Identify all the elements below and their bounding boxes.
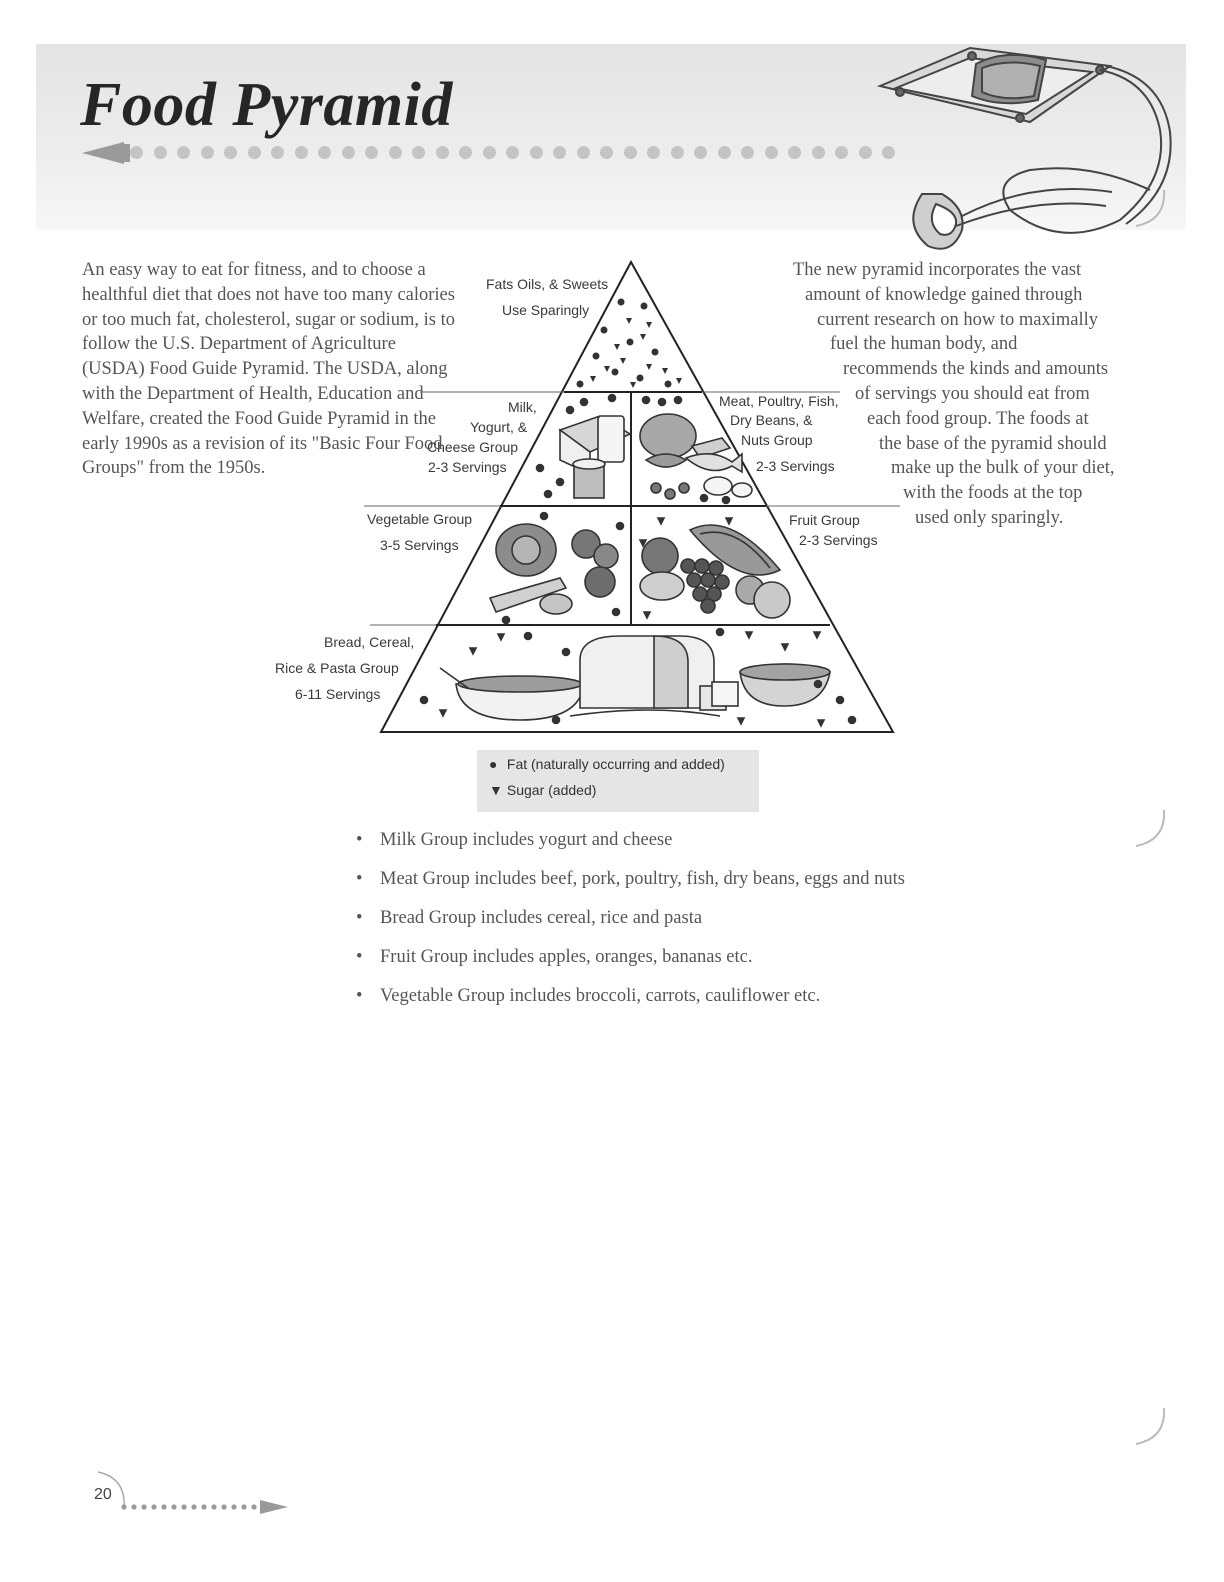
meat-group-label-line1: Meat, Poultry, Fish,	[719, 393, 839, 409]
meat-group-label-line2: Dry Beans, &	[730, 412, 813, 428]
binder-hole-icon	[1118, 186, 1168, 236]
bullet-icon: •	[356, 830, 363, 850]
bullet-icon: •	[356, 908, 363, 928]
description-line: fuel the human body, and	[830, 334, 1018, 354]
list-item: • Fruit Group includes apples, oranges, bananas etc.	[356, 943, 905, 982]
intro-paragraph: An easy way to eat for fitness, and to choose a healthful diet that does not have too many calories or too much fat, cholesterol, sugar or sodium, is to follow the U.S. Department of Agriculture (USDA) Food Guide Pyramid. The USDA, along with the Department of Health, Education and Welfare, created the Food Guide Pyramid in the early 1990s as a revision of its "Basic Four Food Groups" from the 1950s.	[82, 260, 456, 479]
pyramid-legend	[477, 750, 759, 812]
description-line: The new pyramid incorporates the vast	[793, 260, 1082, 280]
binder-hole-icon	[1118, 806, 1168, 856]
description-line: amount of knowledge gained through	[805, 285, 1083, 305]
description-line: recommends the kinds and amounts	[843, 359, 1109, 379]
legend-sugar-label: Sugar (added)	[506, 782, 597, 798]
list-item: • Vegetable Group includes broccoli, carrots, cauliflower etc.	[356, 982, 905, 1021]
milk-servings-label: 2-3 Servings	[428, 459, 507, 475]
fats-servings-label: Use Sparingly	[502, 302, 590, 318]
list-item: • Milk Group includes yogurt and cheese	[356, 826, 905, 865]
bread-servings-label: 6-11 Servings	[295, 686, 381, 702]
binder-hole-icon	[1118, 1404, 1168, 1454]
milk-group-label-line3: Cheese Group	[427, 439, 519, 455]
bread-group-label-line2: Rice & Pasta Group	[275, 660, 399, 676]
list-item: • Bread Group includes cereal, rice and pasta	[356, 904, 905, 943]
footer-arrow-icon	[84, 1470, 294, 1516]
meat-group-label-line3: Nuts Group	[741, 432, 813, 448]
vegetable-group-label: Vegetable Group	[367, 511, 473, 527]
description-line: current research on how to maximally	[817, 310, 1098, 330]
bullet-icon: •	[356, 986, 363, 1006]
milk-group-label-line2: Yogurt, &	[470, 419, 528, 435]
page-title: Food Pyramid	[80, 71, 453, 139]
fruit-group-label: Fruit Group	[789, 512, 860, 528]
legend-fat-label: Fat (naturally occurring and added)	[506, 756, 725, 772]
sugar-triangle-icon: ▼	[489, 782, 503, 798]
description-line: make up the bulk of your diet,	[891, 458, 1115, 478]
fat-dot-icon: ●	[489, 756, 498, 772]
legend-fat	[489, 756, 725, 772]
bullet-icon: •	[356, 947, 363, 967]
description-line: the base of the pyramid should	[879, 434, 1107, 454]
legend-sugar	[489, 782, 596, 798]
page-number: 20	[94, 1486, 112, 1503]
meat-servings-label: 2-3 Servings	[756, 458, 835, 474]
fats-group-label: Fats Oils, & Sweets	[486, 276, 609, 292]
milk-group-label-line1: Milk,	[508, 399, 537, 415]
description-line: used only sparingly.	[915, 508, 1064, 528]
description-line: of servings you should eat from	[855, 384, 1090, 404]
fruit-servings-label: 2-3 Servings	[799, 532, 878, 548]
description-line: each food group. The foods at	[867, 409, 1089, 429]
bread-group-label-line1: Bread, Cereal,	[324, 634, 415, 650]
description-line: with the foods at the top	[903, 483, 1083, 503]
food-pyramid-diagram	[0, 0, 1224, 760]
vegetable-servings-label: 3-5 Servings	[380, 537, 459, 553]
food-group-bullet-list	[356, 826, 905, 1021]
list-item: • Meat Group includes beef, pork, poultry, fish, dry beans, eggs and nuts	[356, 865, 905, 904]
bullet-icon: •	[356, 869, 363, 889]
